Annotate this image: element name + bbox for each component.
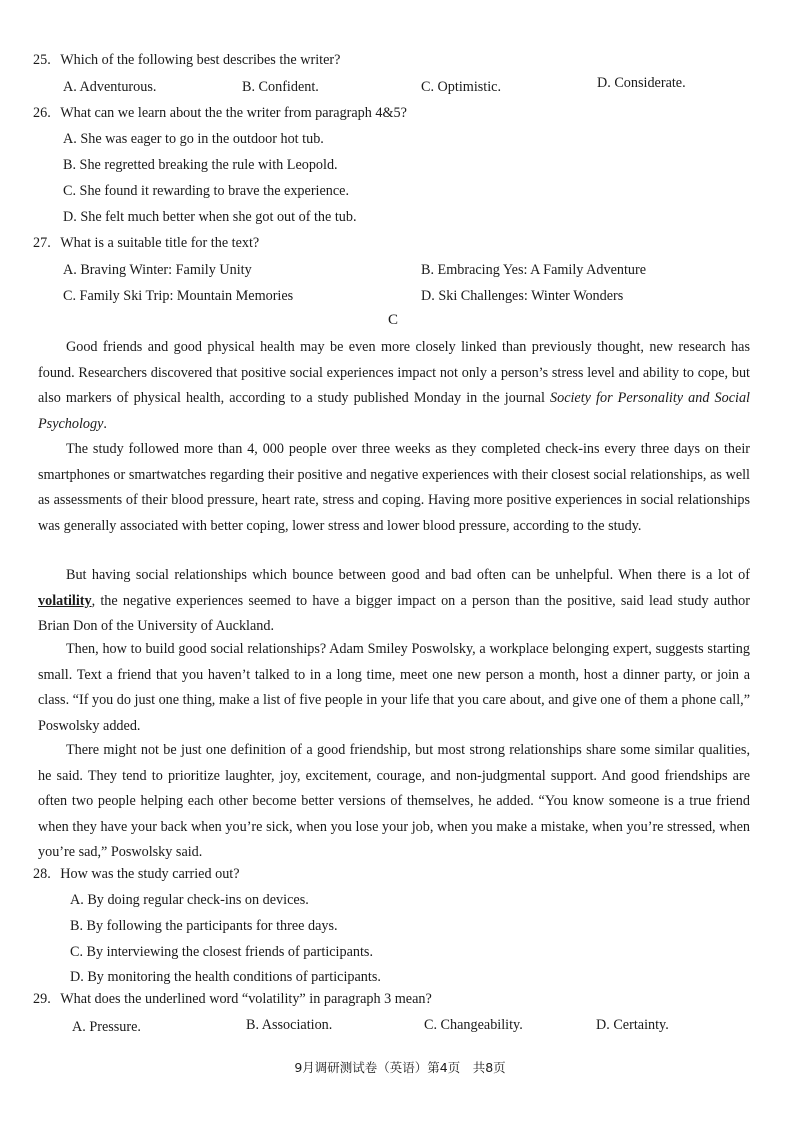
paragraph-text-end: , the negative experiences seemed to have a bigger impact on a person than the positive, said lead study author Brian Don of the University of Auckland. — [38, 592, 750, 635]
q27-option-b[interactable]: B. Embracing Yes: A Family Adventure — [421, 262, 647, 278]
q28-option-c[interactable]: C. By interviewing the closest friends of participants. — [70, 944, 373, 960]
question-27 — [33, 235, 259, 252]
q27-option-c[interactable]: C. Family Ski Trip: Mountain Memories — [63, 288, 294, 304]
question-stem: What does the underlined word “volatility” in paragraph 3 mean? — [60, 991, 432, 1007]
passage-paragraph-4: Then, how to build good social relationships? Adam Smiley Poswolsky, a workplace belonging expert, suggests starting small. Text a friend that you haven’t talked to in a long time, meet one new person a month, host a dinner party, or join a class. “If you do just one thing, make a list of five people in your life that you care about, and give one of them a phone call,” Poswolsky added. — [38, 641, 750, 734]
question-number: 25. — [33, 52, 51, 68]
page-footer: 9月调研测试卷（英语）第4页 共8页 — [294, 1060, 506, 1075]
journal-name: Society for Personality and Social Psychology — [38, 390, 750, 432]
q26-option-a[interactable]: A. She was eager to go in the outdoor hot tub. — [63, 131, 324, 147]
q27-option-a[interactable]: A. Braving Winter: Family Unity — [63, 262, 252, 278]
question-number: 26. — [33, 105, 51, 121]
q29-option-c[interactable]: C. Changeability. — [424, 1017, 523, 1033]
passage-paragraph-5: There might not be just one definition of a good friendship, but most strong relationships share some similar qualities, he said. They tend to prioritize laughter, joy, excitement, courage, and non-judgmental support. And good friendships are often two people helping each other become better versions of themselves, he added. “You know someone is a true friend when they have your back when you’re sick, when you lose your job, when you make a mistake, when you’re stressed, when you’re sad,” Poswolsky said. — [38, 742, 750, 861]
section-letter: C — [388, 312, 399, 328]
q25-option-d[interactable]: D. Considerate. — [597, 75, 686, 91]
question-28 — [33, 866, 240, 883]
q29-option-a[interactable]: A. Pressure. — [72, 1019, 141, 1035]
question-stem: What is a suitable title for the text? — [60, 235, 260, 251]
q25-option-c[interactable]: C. Optimistic. — [421, 79, 502, 95]
paragraph-text-end: . — [103, 415, 107, 432]
q28-option-a[interactable]: A. By doing regular check-ins on devices. — [70, 892, 309, 908]
q28-option-b[interactable]: B. By following the participants for three days. — [70, 918, 338, 934]
paragraph-text: Good friends and good physical health may be even more closely linked than previously thought, new research has found. Researchers discovered that positive social experiences impact not only a person’s stress level and ability to cope, but also markers of physical health, according to a study published Monday in the journal — [38, 339, 750, 407]
underlined-word: volatility — [38, 592, 92, 609]
question-stem: Which of the following best describes the writer? — [60, 52, 341, 68]
q25-option-b[interactable]: B. Confident. — [242, 79, 319, 95]
q27-option-d[interactable]: D. Ski Challenges: Winter Wonders — [421, 288, 624, 304]
question-29 — [33, 991, 432, 1008]
question-stem: How was the study carried out? — [60, 866, 240, 882]
question-number: 29. — [33, 991, 51, 1007]
q29-option-d[interactable]: D. Certainty. — [596, 1017, 669, 1033]
paragraph-text: But having social relationships which bounce between good and bad often can be unhelpful. When there is a lot of — [66, 567, 750, 583]
passage-paragraph-3 — [38, 563, 750, 640]
question-25 — [33, 52, 340, 69]
passage-paragraph-1 — [38, 335, 750, 437]
q25-option-a[interactable]: A. Adventurous. — [63, 79, 157, 95]
q26-option-c[interactable]: C. She found it rewarding to brave the experience. — [63, 183, 350, 199]
question-number: 27. — [33, 235, 51, 251]
question-stem: What can we learn about the the writer from paragraph 4&5? — [60, 105, 407, 121]
q26-option-b[interactable]: B. She regretted breaking the rule with Leopold. — [63, 157, 338, 173]
q29-option-b[interactable]: B. Association. — [246, 1017, 333, 1033]
q28-option-d[interactable]: D. By monitoring the health conditions of participants. — [70, 969, 381, 985]
question-26 — [33, 105, 407, 122]
passage-paragraph-2: The study followed more than 4, 000 people over three weeks as they completed check-ins every three days on their smartphones or smartwatches regarding their positive and negative experiences with their closest social relationships, as well as assessments of their blood pressure, heart rate, stress and coping. Having more positive experiences in social relationships was generally associated with better coping, lower stress and lower blood pressure, according to the study. — [38, 441, 750, 534]
question-number: 28. — [33, 866, 51, 882]
q26-option-d[interactable]: D. She felt much better when she got out of the tub. — [63, 209, 357, 225]
